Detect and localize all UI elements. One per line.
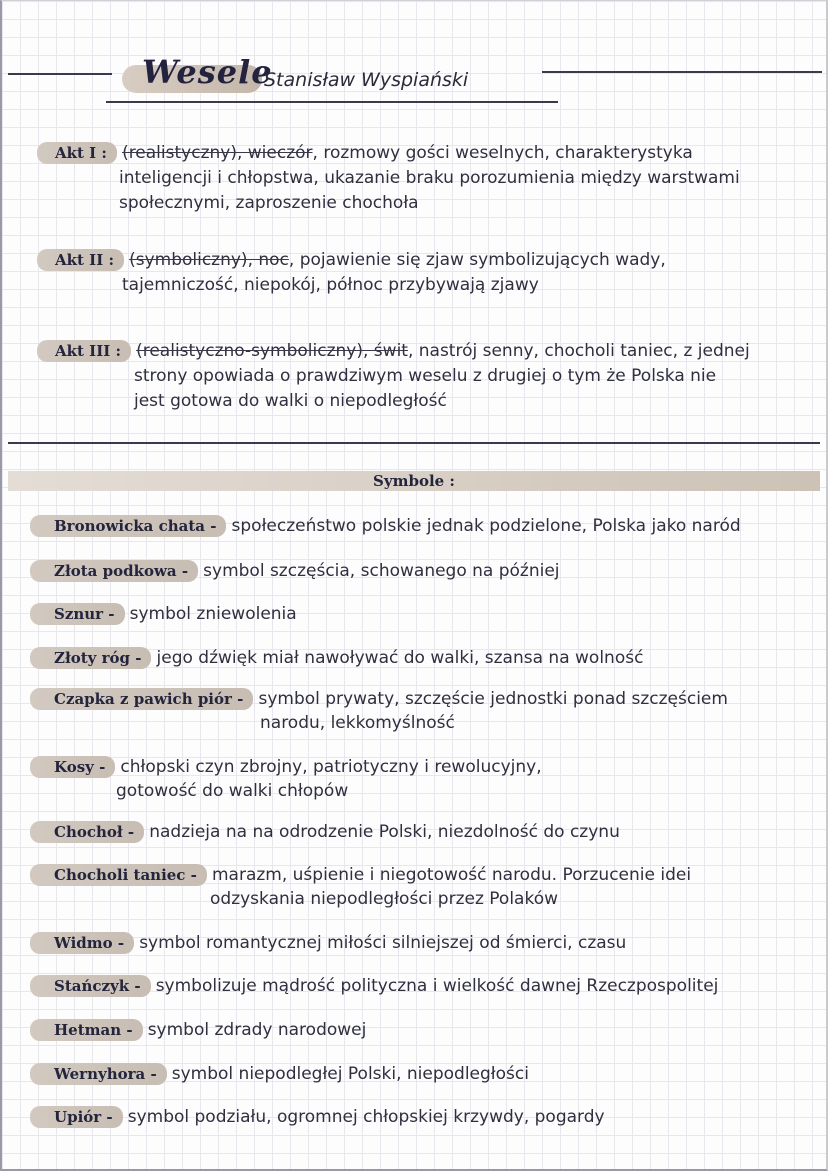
- page-title: Wesele: [142, 53, 273, 91]
- symbol-text-cont: narodu, lekkomyślność: [260, 713, 455, 733]
- symbol-text: chłopski czyn zbrojny, patriotyczny i rewolucyjny,: [120, 757, 542, 777]
- act-text: , pojawienie się zjaw symbolizujących wady,: [288, 250, 666, 270]
- symbol-text: marazm, uśpienie i niegotowość narodu. Porzucenie idei: [211, 865, 692, 885]
- symbol-tag: Chocholi taniec -: [30, 864, 207, 886]
- act-text-line: strony opowiada o prawdziwym weselu z drugiej o tym że Polska nie: [134, 366, 717, 386]
- act-type: (symboliczny), noc: [129, 250, 289, 270]
- symbol-text: jego dźwięk miał nawoływać do walki, szansa na wolność: [156, 648, 644, 668]
- symbol-item: [30, 1018, 810, 1042]
- symbol-text-cont: gotowość do walki chłopów: [116, 781, 349, 801]
- symbol-text-cont: odzyskania niepodległości przez Polaków: [210, 889, 559, 909]
- symbol-text: symbol szczęścia, schowanego na później: [203, 561, 560, 581]
- act-text-line: tajemniczość, niepokój, północ przybywają zjawy: [122, 275, 539, 295]
- symbol-item: [30, 514, 810, 538]
- symbol-item: [30, 646, 810, 670]
- act-text: , rozmowy gości weselnych, charakterystyka: [312, 143, 693, 163]
- symbol-item: [30, 1062, 810, 1086]
- symbol-tag: Hetman -: [30, 1019, 143, 1041]
- symbol-text: symbol prywaty, szczęście jednostki ponad szczęściem: [258, 689, 728, 709]
- symbol-tag: Czapka z pawich piór -: [30, 688, 253, 710]
- act-tag: Akt I :: [37, 142, 117, 164]
- symbol-item: [30, 602, 810, 626]
- symbol-tag: Widmo -: [30, 932, 134, 954]
- symbol-tag: Wernyhora -: [30, 1063, 167, 1085]
- symbol-text: symbol niepodległej Polski, niepodległości: [171, 1064, 529, 1084]
- symbol-text: społeczeństwo polskie jednak podzielone, Polska jako naród: [231, 516, 741, 536]
- symbol-tag: Upiór -: [30, 1106, 123, 1128]
- symbol-item: [30, 974, 810, 998]
- symbols-header: Symbole :: [373, 472, 455, 490]
- act-text: , nastrój senny, chocholi taniec, z jednej: [407, 341, 750, 361]
- symbol-text: symbol podziału, ogromnej chłopskiej krzywdy, pogardy: [127, 1107, 605, 1127]
- header-rule-right: [542, 71, 822, 73]
- act-text-line: inteligencji i chłopstwa, ukazanie braku porozumienia między warstwami: [119, 168, 740, 188]
- title-author: Stanisław Wyspiański: [264, 69, 469, 91]
- act-text-line: społecznymi, zaproszenie chochoła: [119, 193, 419, 213]
- act-1: [37, 141, 807, 216]
- act-tag: Akt II :: [37, 249, 124, 271]
- symbol-text: symbol zdrady narodowej: [147, 1020, 367, 1040]
- act-type: (realistyczny), wieczór: [122, 143, 313, 163]
- act-3: [37, 339, 807, 414]
- act-text-line: jest gotowa do walki o niepodległość: [134, 391, 447, 411]
- symbol-text: symbol romantycznej miłości silniejszej od śmierci, czasu: [139, 933, 627, 953]
- act-tag: Akt III :: [37, 340, 131, 362]
- symbol-item: [30, 931, 810, 955]
- section-divider: [8, 442, 820, 444]
- symbol-tag: Złoty róg -: [30, 647, 151, 669]
- symbol-tag: Kosy -: [30, 756, 115, 778]
- symbol-text: symbol zniewolenia: [129, 604, 297, 624]
- header-rule-left: [8, 73, 112, 75]
- symbol-item: [30, 559, 810, 583]
- symbol-tag: Bronowicka chata -: [30, 515, 226, 537]
- symbol-tag: Złota podkowa -: [30, 560, 198, 582]
- act-type: (realistyczno-symboliczny), świt: [136, 341, 408, 361]
- act-2: [37, 248, 807, 298]
- symbol-text: symbolizuje mądrość polityczna i wielkość dawnej Rzeczpospolitej: [155, 976, 719, 996]
- symbol-tag: Chochoł -: [30, 821, 144, 843]
- symbol-item: [30, 755, 810, 803]
- symbol-item: [30, 1105, 810, 1129]
- symbol-tag: Stańczyk -: [30, 975, 151, 997]
- header-underline: [106, 101, 558, 103]
- symbol-item: [30, 820, 810, 844]
- symbol-item: [30, 863, 810, 911]
- symbol-text: nadzieja na na odrodzenie Polski, niezdolność do czynu: [149, 822, 620, 842]
- symbol-tag: Sznur -: [30, 603, 125, 625]
- symbol-item: [30, 687, 810, 735]
